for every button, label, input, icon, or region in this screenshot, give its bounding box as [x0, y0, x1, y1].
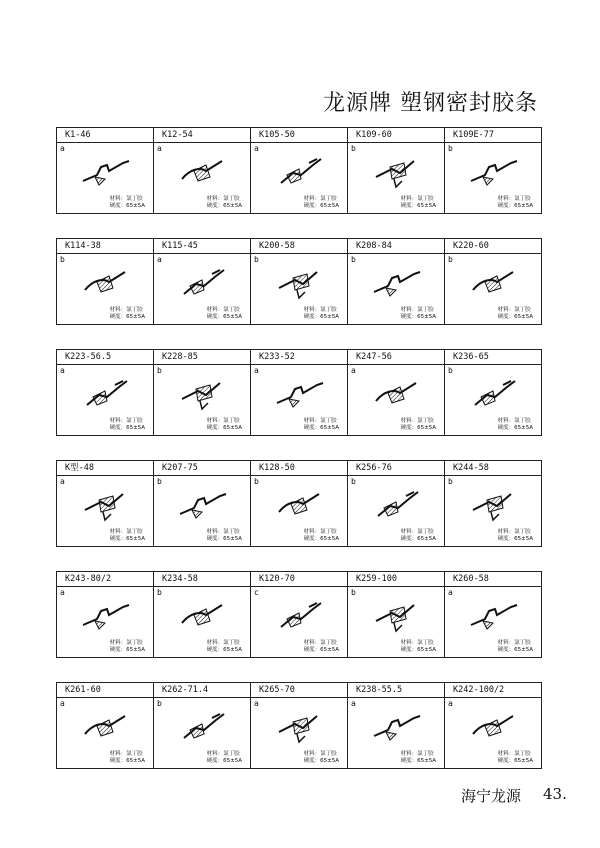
- seal-profile-drawing: [79, 488, 133, 522]
- product-cell: [154, 476, 251, 546]
- material-spec: 材料：氯丁胶: [497, 418, 531, 424]
- seal-profile-drawing: [79, 266, 133, 300]
- spec-note: [401, 640, 436, 654]
- seal-profile-drawing: [176, 488, 230, 522]
- hardness-spec: 硬度：65±5A: [109, 536, 145, 542]
- seal-profile-drawing: [273, 266, 327, 300]
- seal-profile-drawing: [370, 488, 424, 522]
- spec-note: [304, 196, 339, 210]
- product-code: K265-70: [251, 683, 348, 697]
- spec-note: [498, 751, 533, 765]
- product-code: K261-60: [57, 683, 154, 697]
- product-code: K233-52: [251, 350, 348, 364]
- product-code: K243-80/2: [57, 572, 154, 586]
- material-spec: 材料：氯丁胶: [497, 529, 531, 535]
- product-cell: [348, 698, 445, 768]
- product-cell: [348, 476, 445, 546]
- material-spec: 材料：氯丁胶: [303, 751, 337, 757]
- product-code: K109E-77: [453, 130, 494, 140]
- variant-letter: a: [254, 366, 259, 375]
- product-drawing-row: [57, 698, 541, 768]
- hardness-spec: 硬度：65±5A: [303, 758, 339, 764]
- product-cell: [154, 254, 251, 324]
- spec-note: [498, 640, 533, 654]
- product-code: K115-45: [154, 239, 251, 253]
- variant-letter: a: [60, 144, 65, 153]
- hardness-spec: 硬度：65±5A: [303, 536, 339, 542]
- product-cell: [57, 476, 154, 546]
- seal-profile-drawing: [176, 266, 230, 300]
- spec-note: [401, 196, 436, 210]
- variant-letter: b: [157, 699, 162, 708]
- variant-letter: a: [157, 144, 162, 153]
- material-spec: 材料：氯丁胶: [206, 307, 240, 313]
- product-cell: [154, 587, 251, 657]
- hardness-spec: 硬度：65±5A: [206, 647, 242, 653]
- material-spec: 材料：氯丁胶: [497, 751, 531, 757]
- seal-profile-drawing: [79, 710, 133, 744]
- spec-note: [110, 751, 145, 765]
- material-spec: 材料：氯丁胶: [497, 640, 531, 646]
- spec-note: [401, 751, 436, 765]
- variant-letter: b: [157, 588, 162, 597]
- seal-profile-drawing: [467, 266, 521, 300]
- hardness-spec: 硬度：65±5A: [497, 758, 533, 764]
- spec-note: [207, 751, 242, 765]
- product-cell: [57, 365, 154, 435]
- seal-profile-drawing: [176, 377, 230, 411]
- spec-note: [498, 196, 533, 210]
- material-spec: 材料：氯丁胶: [206, 418, 240, 424]
- seal-profile-drawing: [370, 599, 424, 633]
- product-code: K型-48: [57, 461, 154, 475]
- product-table: [56, 460, 542, 547]
- product-drawing-row: [57, 143, 541, 213]
- spec-note: [110, 307, 145, 321]
- variant-letter: a: [254, 144, 259, 153]
- variant-letter: a: [448, 588, 453, 597]
- spec-note: [207, 307, 242, 321]
- product-drawing-row: [57, 254, 541, 324]
- product-cell: [445, 698, 541, 768]
- variant-letter: a: [157, 255, 162, 264]
- seal-profile-drawing: [467, 488, 521, 522]
- hardness-spec: 硬度：65±5A: [497, 425, 533, 431]
- product-cell: [154, 365, 251, 435]
- product-cell: [251, 365, 348, 435]
- product-cell: [57, 698, 154, 768]
- variant-letter: a: [254, 699, 259, 708]
- product-code: K236-65: [453, 352, 489, 362]
- product-code: K234-58: [154, 572, 251, 586]
- variant-letter: a: [448, 699, 453, 708]
- product-cell: [57, 143, 154, 213]
- product-cell: [251, 143, 348, 213]
- product-code: K238-55.5: [348, 683, 445, 697]
- product-cell: [251, 587, 348, 657]
- variant-letter: b: [60, 255, 65, 264]
- material-spec: 材料：氯丁胶: [206, 529, 240, 535]
- product-code: K220-60: [453, 241, 489, 251]
- spec-note: [498, 529, 533, 543]
- seal-profile-drawing: [79, 377, 133, 411]
- product-code: K256-76: [348, 461, 445, 475]
- material-spec: 材料：氯丁胶: [109, 196, 143, 202]
- material-spec: 材料：氯丁胶: [109, 418, 143, 424]
- product-code: K223-56.5: [57, 350, 154, 364]
- hardness-spec: 硬度：65±5A: [400, 758, 436, 764]
- seal-profile-drawing: [370, 377, 424, 411]
- material-spec: 材料：氯丁胶: [497, 307, 531, 313]
- hardness-spec: 硬度：65±5A: [206, 203, 242, 209]
- hardness-spec: 硬度：65±5A: [303, 647, 339, 653]
- seal-profile-drawing: [467, 599, 521, 633]
- spec-note: [498, 307, 533, 321]
- hardness-spec: 硬度：65±5A: [497, 203, 533, 209]
- product-drawing-row: [57, 587, 541, 657]
- spec-note: [498, 418, 533, 432]
- material-spec: 材料：氯丁胶: [109, 307, 143, 313]
- seal-profile-drawing: [79, 599, 133, 633]
- product-cell: [57, 254, 154, 324]
- product-code: K259-100: [348, 572, 445, 586]
- hardness-spec: 硬度：65±5A: [497, 647, 533, 653]
- product-code-row: [57, 461, 541, 476]
- product-code: K200-58: [251, 239, 348, 253]
- spec-note: [401, 418, 436, 432]
- product-code: K244-58: [453, 463, 489, 473]
- variant-letter: c: [254, 588, 259, 597]
- product-cell: [251, 698, 348, 768]
- product-code: K247-56: [348, 350, 445, 364]
- product-code: K12-54: [154, 128, 251, 142]
- seal-profile-drawing: [273, 710, 327, 744]
- hardness-spec: 硬度：65±5A: [109, 425, 145, 431]
- variant-letter: b: [448, 255, 453, 264]
- product-code: K120-70: [251, 572, 348, 586]
- product-code: K207-75: [154, 461, 251, 475]
- material-spec: 材料：氯丁胶: [400, 418, 434, 424]
- product-cell: [348, 365, 445, 435]
- spec-note: [207, 196, 242, 210]
- seal-profile-drawing: [467, 377, 521, 411]
- hardness-spec: 硬度：65±5A: [400, 314, 436, 320]
- material-spec: 材料：氯丁胶: [303, 196, 337, 202]
- hardness-spec: 硬度：65±5A: [206, 314, 242, 320]
- product-code: K109-60: [348, 128, 445, 142]
- product-code: K105-50: [251, 128, 348, 142]
- material-spec: 材料：氯丁胶: [303, 529, 337, 535]
- material-spec: 材料：氯丁胶: [303, 307, 337, 313]
- seal-profile-drawing: [273, 377, 327, 411]
- product-cell: [348, 587, 445, 657]
- spec-note: [304, 418, 339, 432]
- product-code: K262-71.4: [154, 683, 251, 697]
- spec-note: [207, 640, 242, 654]
- hardness-spec: 硬度：65±5A: [497, 314, 533, 320]
- hardness-spec: 硬度：65±5A: [400, 536, 436, 542]
- material-spec: 材料：氯丁胶: [400, 751, 434, 757]
- hardness-spec: 硬度：65±5A: [206, 425, 242, 431]
- product-drawing-row: [57, 365, 541, 435]
- product-table: [56, 571, 542, 658]
- spec-note: [110, 529, 145, 543]
- variant-letter: a: [60, 699, 65, 708]
- product-code-row: [57, 683, 541, 698]
- product-cell: [348, 143, 445, 213]
- variant-letter: a: [60, 366, 65, 375]
- variant-letter: b: [351, 255, 356, 264]
- material-spec: 材料：氯丁胶: [109, 751, 143, 757]
- variant-letter: b: [157, 366, 162, 375]
- variant-letter: b: [448, 477, 453, 486]
- material-spec: 材料：氯丁胶: [206, 196, 240, 202]
- material-spec: 材料：氯丁胶: [206, 751, 240, 757]
- product-code: K228-85: [154, 350, 251, 364]
- product-code: K242-100/2: [453, 685, 505, 695]
- hardness-spec: 硬度：65±5A: [400, 647, 436, 653]
- spec-note: [304, 751, 339, 765]
- product-code: K260-58: [453, 574, 489, 584]
- product-cell: [445, 254, 541, 324]
- variant-letter: a: [60, 588, 65, 597]
- variant-letter: b: [157, 477, 162, 486]
- seal-profile-drawing: [467, 710, 521, 744]
- seal-profile-drawing: [370, 710, 424, 744]
- variant-letter: b: [351, 477, 356, 486]
- variant-letter: a: [351, 699, 356, 708]
- product-code-row: [57, 572, 541, 587]
- material-spec: 材料：氯丁胶: [400, 196, 434, 202]
- material-spec: 材料：氯丁胶: [400, 529, 434, 535]
- product-cell: [445, 476, 541, 546]
- product-cell: [154, 698, 251, 768]
- seal-profile-drawing: [467, 155, 521, 189]
- product-cell: [251, 476, 348, 546]
- product-cell: [251, 254, 348, 324]
- seal-profile-drawing: [273, 488, 327, 522]
- hardness-spec: 硬度：65±5A: [400, 425, 436, 431]
- seal-profile-drawing: [370, 266, 424, 300]
- hardness-spec: 硬度：65±5A: [109, 314, 145, 320]
- hardness-spec: 硬度：65±5A: [206, 758, 242, 764]
- variant-letter: b: [448, 144, 453, 153]
- spec-note: [304, 529, 339, 543]
- product-code: K114-38: [57, 239, 154, 253]
- seal-profile-drawing: [79, 155, 133, 189]
- footer-brand: 海宁龙源: [461, 787, 522, 805]
- product-drawing-row: [57, 476, 541, 546]
- product-table: [56, 349, 542, 436]
- product-cell: [348, 254, 445, 324]
- hardness-spec: 硬度：65±5A: [303, 425, 339, 431]
- spec-note: [304, 640, 339, 654]
- product-code-row: [57, 239, 541, 254]
- hardness-spec: 硬度：65±5A: [303, 203, 339, 209]
- seal-profile-drawing: [176, 155, 230, 189]
- spec-note: [207, 529, 242, 543]
- hardness-spec: 硬度：65±5A: [109, 758, 145, 764]
- seal-profile-drawing: [176, 599, 230, 633]
- variant-letter: b: [254, 255, 259, 264]
- product-table: [56, 127, 542, 214]
- material-spec: 材料：氯丁胶: [303, 418, 337, 424]
- product-cell: [445, 143, 541, 213]
- spec-note: [401, 529, 436, 543]
- material-spec: 材料：氯丁胶: [109, 529, 143, 535]
- page-title: 龙源牌 塑钢密封胶条: [323, 91, 538, 116]
- hardness-spec: 硬度：65±5A: [400, 203, 436, 209]
- spec-note: [110, 196, 145, 210]
- product-cell: [154, 143, 251, 213]
- hardness-spec: 硬度：65±5A: [497, 536, 533, 542]
- variant-letter: b: [448, 366, 453, 375]
- variant-letter: a: [351, 366, 356, 375]
- product-code-row: [57, 350, 541, 365]
- product-cell: [57, 587, 154, 657]
- product-cell: [445, 365, 541, 435]
- hardness-spec: 硬度：65±5A: [109, 203, 145, 209]
- seal-profile-drawing: [370, 155, 424, 189]
- material-spec: 材料：氯丁胶: [400, 640, 434, 646]
- seal-profile-drawing: [176, 710, 230, 744]
- hardness-spec: 硬度：65±5A: [109, 647, 145, 653]
- spec-note: [110, 640, 145, 654]
- product-code: K208-84: [348, 239, 445, 253]
- material-spec: 材料：氯丁胶: [109, 640, 143, 646]
- spec-note: [110, 418, 145, 432]
- material-spec: 材料：氯丁胶: [206, 640, 240, 646]
- spec-note: [304, 307, 339, 321]
- seal-profile-drawing: [273, 599, 327, 633]
- variant-letter: b: [351, 588, 356, 597]
- product-code: K1-46: [57, 128, 154, 142]
- variant-letter: b: [254, 477, 259, 486]
- spec-note: [401, 307, 436, 321]
- material-spec: 材料：氯丁胶: [303, 640, 337, 646]
- hardness-spec: 硬度：65±5A: [303, 314, 339, 320]
- material-spec: 材料：氯丁胶: [400, 307, 434, 313]
- spec-note: [207, 418, 242, 432]
- material-spec: 材料：氯丁胶: [497, 196, 531, 202]
- variant-letter: a: [60, 477, 65, 486]
- seal-profile-drawing: [273, 155, 327, 189]
- page-number: 43.: [543, 785, 567, 803]
- product-code-row: [57, 128, 541, 143]
- product-code: K128-50: [251, 461, 348, 475]
- hardness-spec: 硬度：65±5A: [206, 536, 242, 542]
- product-cell: [445, 587, 541, 657]
- variant-letter: b: [351, 144, 356, 153]
- product-table: [56, 238, 542, 325]
- product-table: [56, 682, 542, 769]
